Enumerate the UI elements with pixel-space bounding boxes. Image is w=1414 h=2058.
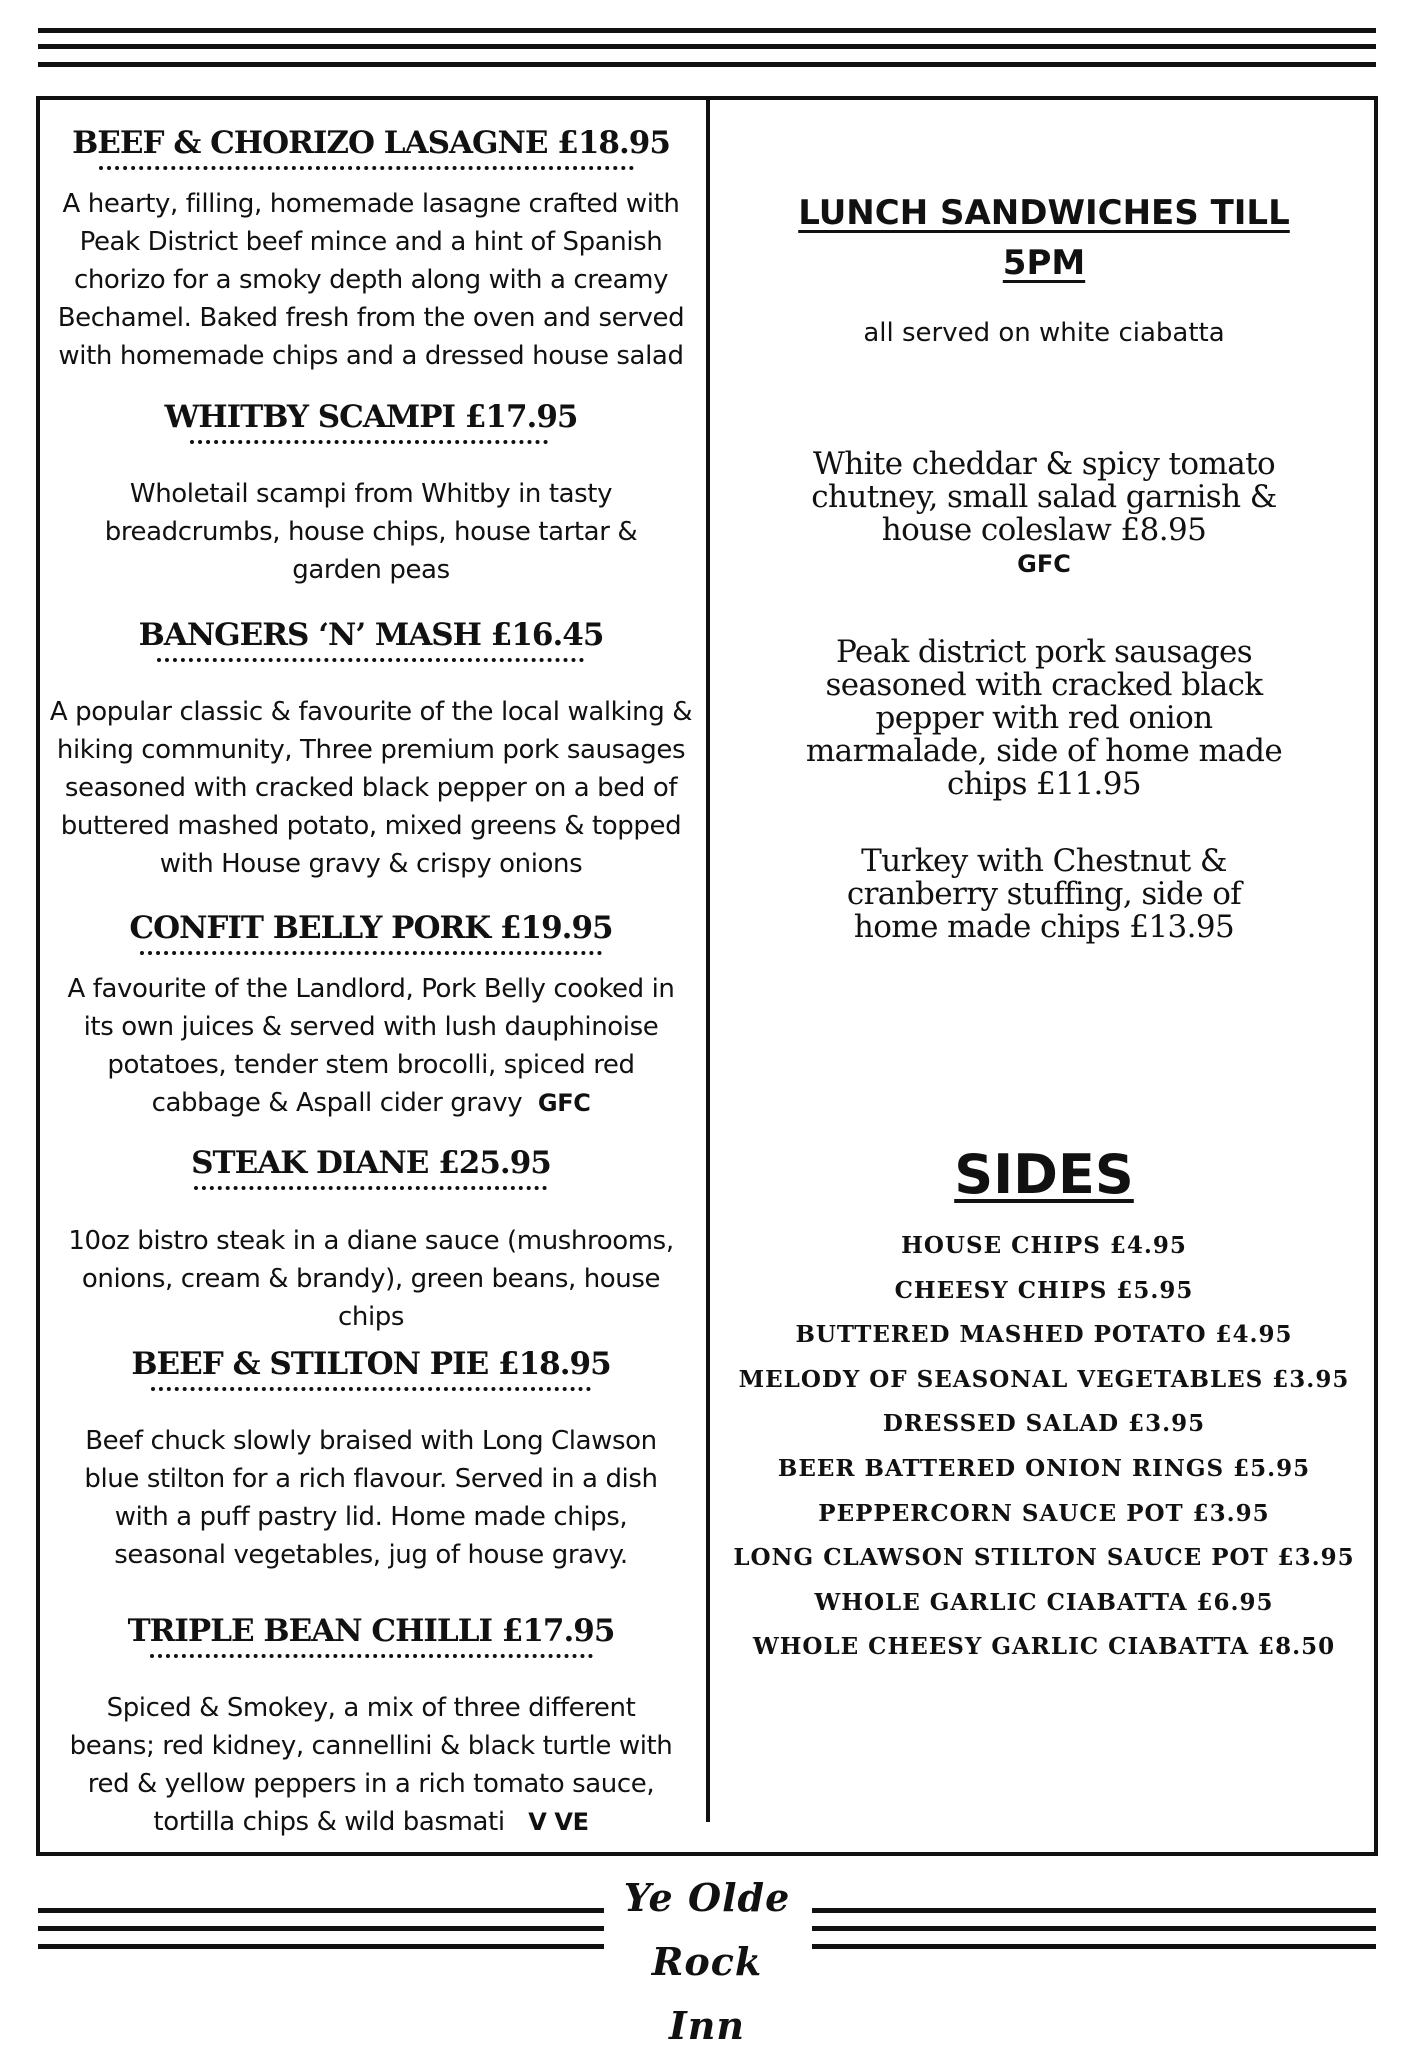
footer-rule-left-1 <box>38 1908 604 1913</box>
dish-description: A hearty, filling, homemade lasagne crafted with Peak District beef mince and a hint of Spanish chorizo for a smoky depth along with a creamy Bechamel. Baked fresh from the oven and served with homemade chips and a dressed house salad <box>57 189 685 371</box>
side-item: HOUSE CHIPS £4.95 <box>901 1232 1187 1259</box>
footer-rule-left-3 <box>38 1944 604 1949</box>
footer-rule-left-2 <box>38 1926 604 1931</box>
dish-description <box>44 970 698 1122</box>
sides-list <box>716 1224 1372 1670</box>
footer-rule-right-3 <box>812 1944 1376 1949</box>
side-item: PEPPERCORN SAUCE POT £3.95 <box>818 1499 1270 1527</box>
title-dotted-rule <box>194 1186 547 1190</box>
dish-description-text: Spiced & Smokey, a mix of three different beans; red kidney, cannellini & black turtle with red & yellow peppers in a rich tomato sauce, tortilla chips & wild basmati <box>69 1693 673 1837</box>
title-dotted-rule <box>190 440 548 444</box>
side-item: CHEESY CHIPS £5.95 <box>894 1276 1194 1304</box>
sandwich-item: Turkey with Chestnut & cranberry stuffing, side of home made chips £13.95 <box>846 843 1242 945</box>
side-item: DRESSED SALAD £3.95 <box>882 1410 1206 1438</box>
side-item: BEER BATTERED ONION RINGS £5.95 <box>777 1454 1311 1482</box>
dish-description-text: A favourite of the Landlord, Pork Belly cooked in its own juices & served with lush dauphinoise potatoes, tender stem brocolli, spiced red cabbage & Aspall cider gravy <box>67 974 675 1118</box>
dish-title: CONFIT BELLY PORK £19.95 <box>129 910 613 946</box>
dietary-tag: GFC <box>1017 550 1071 578</box>
side-item: LONG CLAWSON STILTON SAUCE POT £3.95 <box>733 1544 1355 1572</box>
title-dotted-rule <box>151 1387 591 1391</box>
dish-description: 10oz bistro steak in a diane sauce (mushrooms, onions, cream & brandy), green beans, house chips <box>68 1226 674 1332</box>
dietary-tag: V VE <box>528 1808 589 1836</box>
sandwich-item: Peak district pork sausages seasoned with cracked black pepper with red onion marmalade, side of home made chips £11.95 <box>805 634 1283 802</box>
title-dotted-rule <box>157 658 584 662</box>
side-item: WHOLE GARLIC CIABATTA £6.95 <box>814 1588 1274 1616</box>
dish-title: STEAK DIANE £25.95 <box>191 1145 551 1181</box>
lunch-subtitle: all served on white ciabatta <box>863 318 1225 348</box>
title-dotted-rule <box>99 166 634 170</box>
dish-description: Wholetail scampi from Whitby in tasty breadcrumbs, house chips, house tartar & garden peas <box>104 479 638 585</box>
dish-description: A popular classic & favourite of the local walking & hiking community, Three premium pork sausages seasoned with cracked black pepper on a bed of buttered mashed potato, mixed greens & topped with House gravy & crispy onions <box>49 697 693 879</box>
dish-title: BANGERS ‘N’ MASH £16.45 <box>138 617 604 653</box>
lunch-title-line-1: LUNCH SANDWICHES TILL <box>798 193 1290 233</box>
inn-logo <box>612 1866 802 2048</box>
dish-title: TRIPLE BEAN CHILLI £17.95 <box>127 1613 615 1649</box>
title-dotted-rule <box>140 951 602 955</box>
dish-title: WHITBY SCAMPI £17.95 <box>164 399 578 435</box>
side-item: BUTTERED MASHED POTATO £4.95 <box>795 1321 1293 1349</box>
dish-title: BEEF & STILTON PIE £18.95 <box>131 1346 611 1382</box>
dish-description: Beef chuck slowly braised with Long Clawson blue stilton for a rich flavour. Served in a dish with a puff pastry lid. Home made chips, seasonal vegetables, jug of house gravy. <box>84 1426 658 1570</box>
dietary-tag: GFC <box>537 1089 591 1117</box>
logo-line-2: Rock Inn <box>651 1939 763 2048</box>
lunch-title <box>716 188 1372 288</box>
sides-title: SIDES <box>954 1143 1134 1206</box>
dish-description <box>44 1689 698 1841</box>
footer-rule-right-2 <box>812 1926 1376 1931</box>
lunch-sides-column <box>716 0 1372 1850</box>
side-item: MELODY OF SEASONAL VEGETABLES £3.95 <box>738 1365 1350 1393</box>
column-divider <box>706 96 710 1822</box>
mains-column <box>44 0 698 1850</box>
dish-title: BEEF & CHORIZO LASAGNE £18.95 <box>72 125 670 161</box>
side-item: WHOLE CHEESY GARLIC CIABATTA £8.50 <box>752 1633 1336 1661</box>
lunch-title-line-2: 5PM <box>1002 243 1086 283</box>
sandwich-item: White cheddar & spicy tomato chutney, small salad garnish & house coleslaw £8.95 <box>811 446 1277 548</box>
logo-line-1: Ye Olde <box>623 1875 791 1920</box>
footer-rule-right-1 <box>812 1908 1376 1913</box>
title-dotted-rule <box>150 1654 593 1658</box>
